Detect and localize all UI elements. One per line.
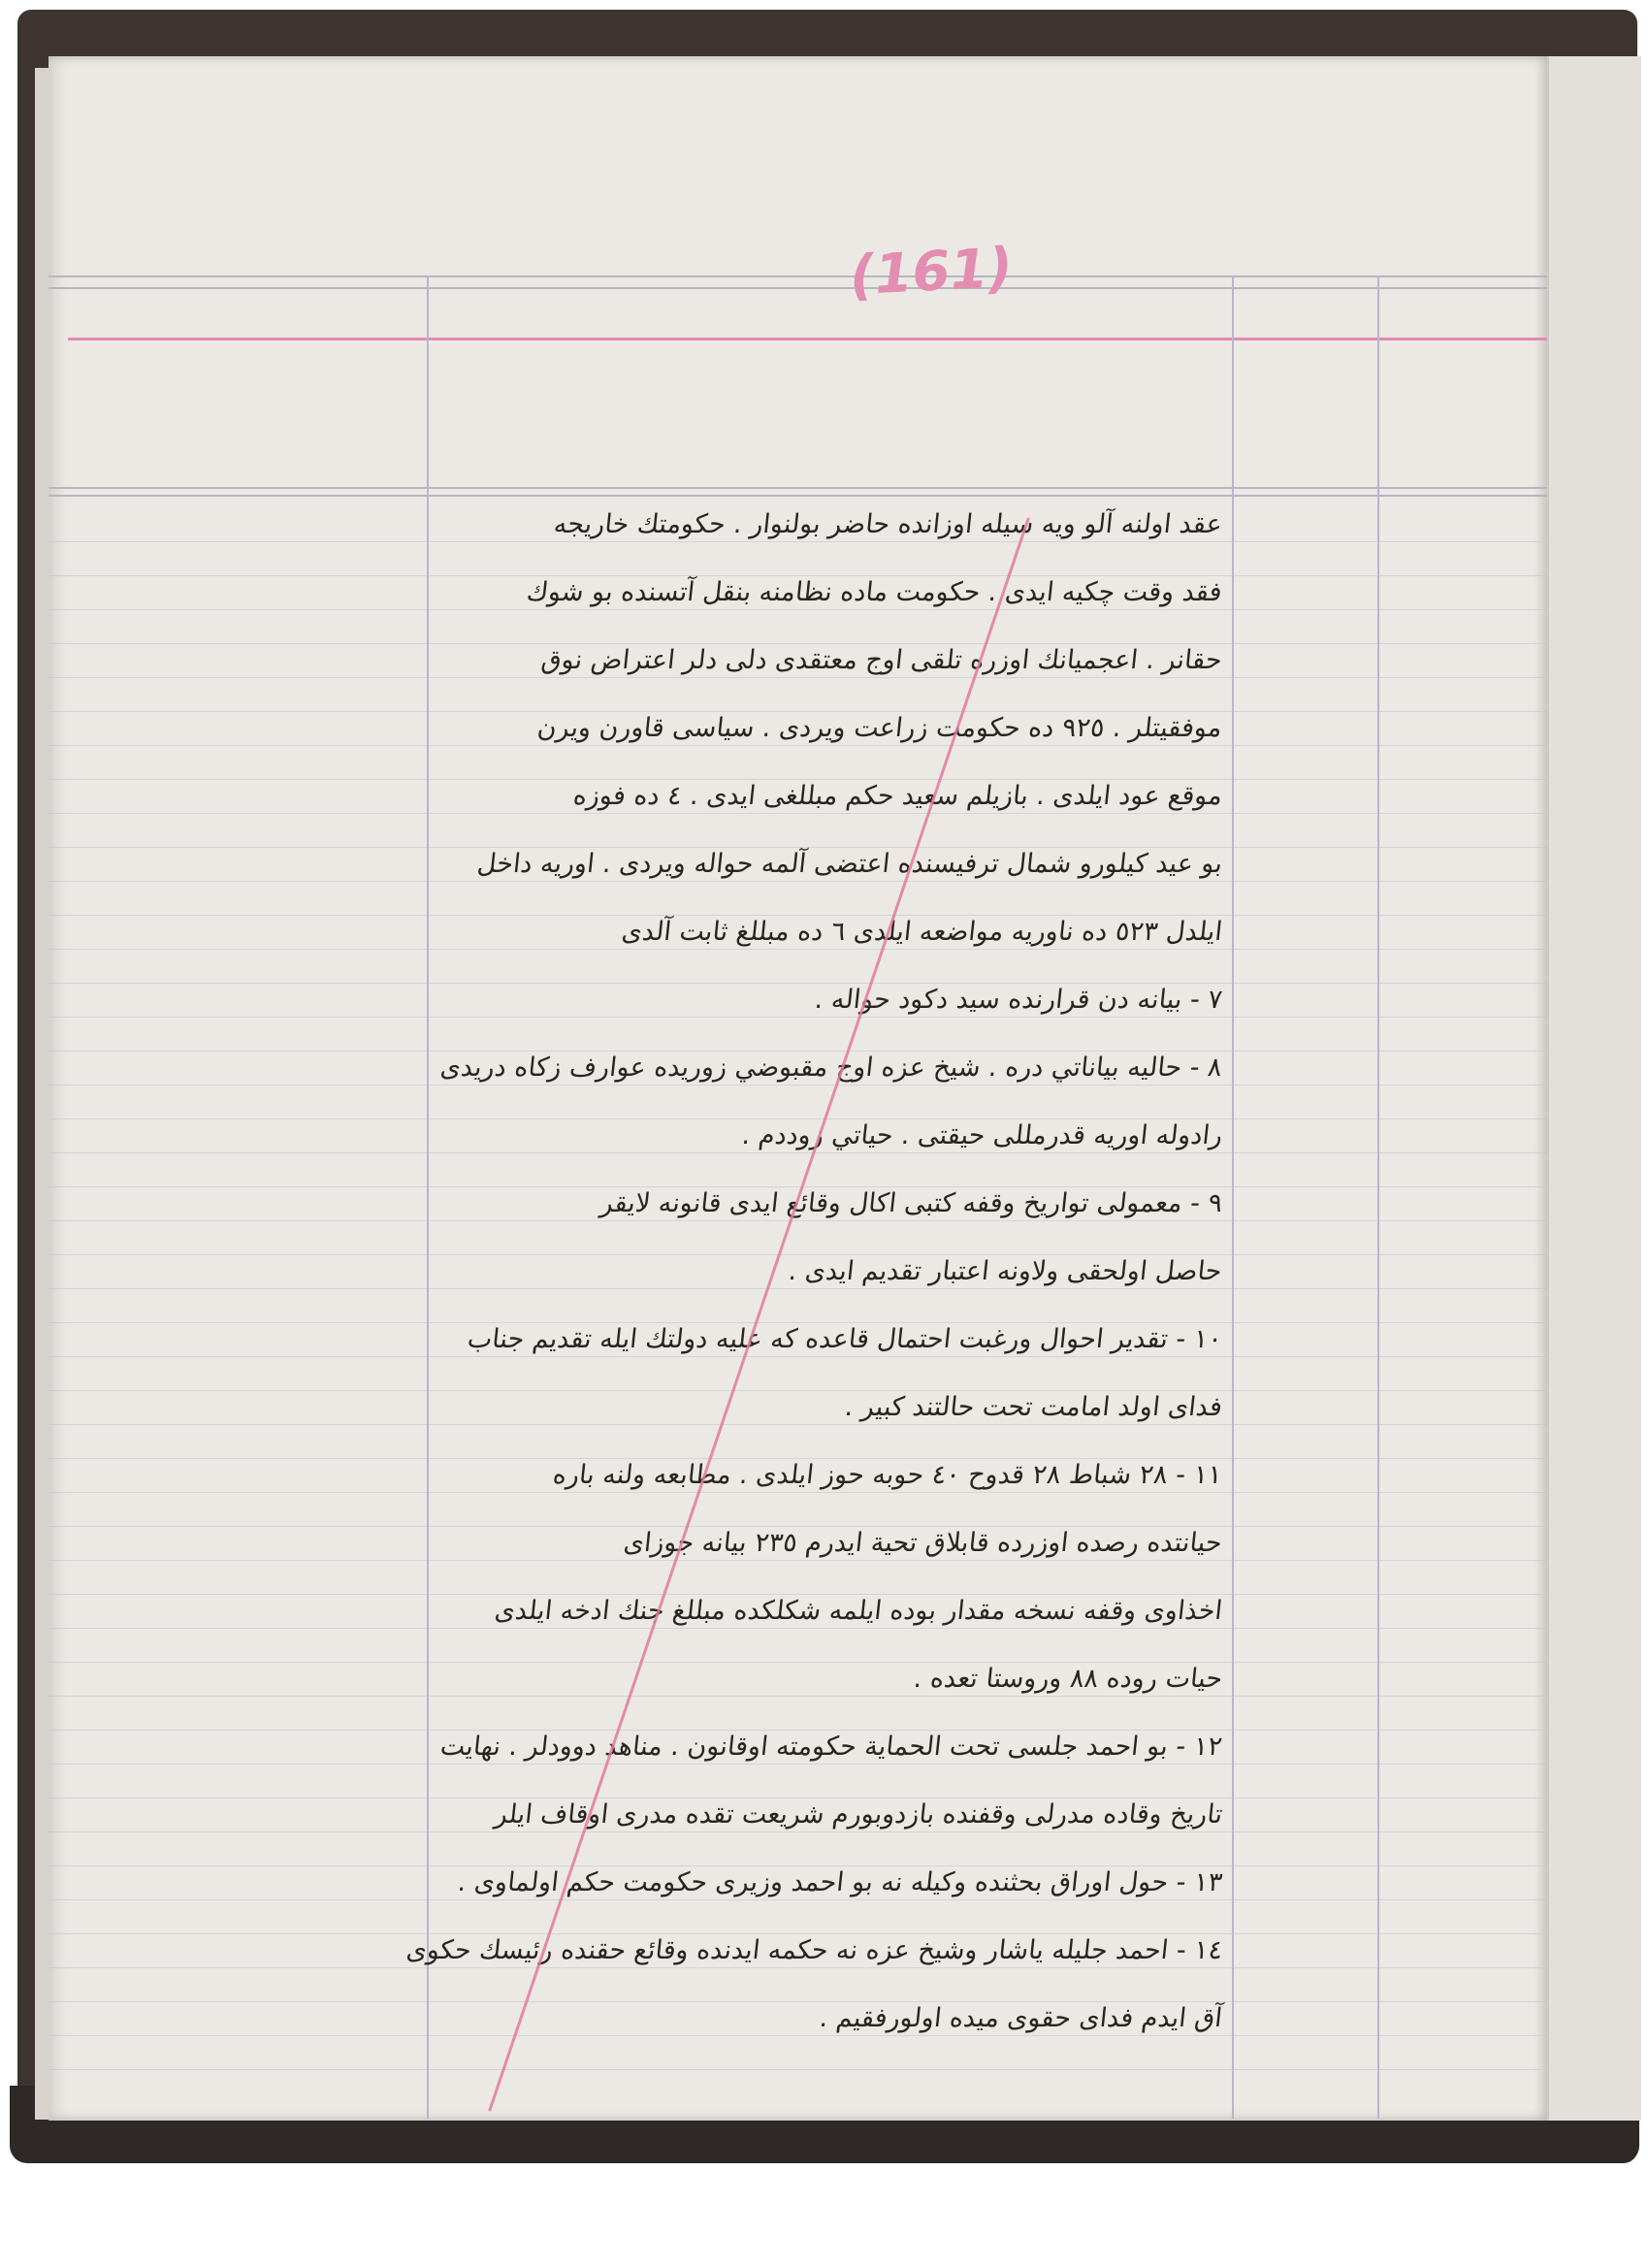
ruled-line	[48, 813, 1547, 814]
ruled-line	[48, 1764, 1547, 1765]
ruled-line	[48, 1730, 1547, 1731]
ruled-line	[48, 1152, 1547, 1153]
ruled-line	[48, 1696, 1547, 1697]
text-line: ١٤ - احمد جليله ياشار وشيخ عزه نه حكمه ايدنده وقائع حقنده رئيسك حكوى	[404, 1935, 1224, 1965]
left-column-line	[427, 275, 429, 2119]
text-line: ٨ - حاليه بياناتي دره . شيخ عزه اوج مقبوضي زوريده عوارف زكاه دريدى	[438, 1053, 1224, 1083]
ruled-line	[48, 847, 1547, 848]
ruled-line	[48, 575, 1547, 576]
ruled-line	[48, 1560, 1547, 1561]
text-line: فقد وقت چكيه ايدى . حكومت ماده نظامنه بنقل آتسنده بو شوك	[525, 577, 1224, 607]
text-line: ٩ - معمولى تواريخ وقفه كتبى اكال وقائع ايدى قانونه لايقر	[598, 1188, 1224, 1218]
ruled-line	[48, 1356, 1547, 1357]
ruled-line	[48, 1899, 1547, 1900]
text-line: ١١ - ٢٨ شباط ٢٨ قدوح ٤٠ حوبه حوز ايلدى . مطابعه ولنه باره	[551, 1460, 1224, 1490]
text-line: موقع عود ايلدى . بازيلم سعيد حكم مبللغى ايدى . ٤ ده فوزه	[571, 781, 1224, 811]
text-line: فداى اولد امامت تحت حالتند كبير .	[843, 1392, 1224, 1422]
ruled-line	[48, 915, 1547, 916]
ruled-line	[48, 1220, 1547, 1221]
ruled-line	[48, 1288, 1547, 1289]
ruled-line	[48, 1017, 1547, 1018]
ruled-line	[48, 881, 1547, 882]
ruled-line	[48, 609, 1547, 610]
ruled-line	[48, 745, 1547, 746]
ruled-line	[48, 1051, 1547, 1052]
ruled-line	[48, 1424, 1547, 1425]
ruled-line	[48, 677, 1547, 678]
ruled-line	[48, 949, 1547, 950]
text-line: آق ايدم فداى حقوى ميده اولورفقيم .	[818, 2003, 1224, 2033]
ruled-line	[48, 711, 1547, 712]
right-column-line	[1232, 275, 1234, 2119]
ruled-line	[48, 1254, 1547, 1255]
text-line: حيات روده ٨٨ وروستا تعده .	[912, 1664, 1224, 1694]
ruled-line	[48, 1526, 1547, 1527]
page-number: (161)	[848, 236, 1015, 308]
ruled-line	[48, 2069, 1547, 2070]
text-line: ٧ - بيانه دن قرارنده سيد دكود حواله .	[813, 985, 1224, 1015]
pink-header-line	[68, 338, 1547, 340]
ruled-line	[48, 1492, 1547, 1493]
text-line: موفقيتلر . ٩٢٥ ده حكومت زراعت ويردى . سياسى قاورن ويرن	[535, 713, 1224, 743]
ruled-line	[48, 983, 1547, 984]
ruled-line	[48, 2035, 1547, 2036]
ruled-line	[48, 1865, 1547, 1866]
ruled-line	[48, 1186, 1547, 1187]
ruled-line	[48, 1967, 1547, 1968]
ruled-line	[48, 1628, 1547, 1629]
ruled-line	[48, 1118, 1547, 1119]
text-line: حيانتده رصده اوزرده قابلاق تحية ايدرم ٢٣٥ بيانه جوزاى	[622, 1528, 1224, 1558]
ruled-line	[48, 1390, 1547, 1391]
ruled-line	[48, 1594, 1547, 1595]
ruled-line	[48, 643, 1547, 644]
text-line: ١٢ - بو احمد جلسى تحت الحماية حكومته اوقانون . مناهد دوودلر . نهايت	[438, 1732, 1224, 1762]
far-right-column-line	[1377, 275, 1379, 2119]
ruled-line	[48, 779, 1547, 780]
ruled-line	[48, 1933, 1547, 1934]
text-line: عقد اولنه آلو ويه سيله اوزانده حاضر بولنوار . حكومتك خاريجه	[552, 509, 1224, 539]
text-line: حقانر . اعجميانك اوزره تلقى اوج معتقدى دلى دلر اعتراض نوق	[539, 645, 1224, 675]
ruled-line	[48, 1662, 1547, 1663]
ruled-line	[48, 2001, 1547, 2002]
text-line: بو عيد كيلورو شمال ترفيسنده اعتضى آلمه حواله ويردى . اوريه داخل	[475, 849, 1224, 879]
text-line: ١٠ - تقدير احوال ورغبت احتمال قاعده كه عليه دولتك ايله تقديم جناب	[466, 1324, 1224, 1354]
ruled-line	[48, 1322, 1547, 1323]
ruled-line	[48, 1831, 1547, 1832]
text-line: اخذاوى وقفه نسخه مقدار بوده ايلمه شكلكده مبللغ جنك ادخه ايلدى	[493, 1596, 1224, 1626]
text-line: حاصل اولحقى ولاونه اعتبار تقديم ايدى .	[787, 1256, 1224, 1286]
text-line: ١٣ - حول اوراق بحثنده وكيله نه بو احمد وزيرى حكومت حكم اولماوى .	[456, 1867, 1224, 1897]
text-line: ايلدل ٥٢٣ ده ناوريه مواضعه ايلدى ٦ ده مبللغ ثابت آلدى	[620, 917, 1224, 947]
ruled-line	[48, 541, 1547, 542]
next-page-edge	[1547, 56, 1641, 2121]
text-line: تاريخ وقاده مدرلى وقفنده بازدوبورم شريعت تقده مدرى اوقاف ايلر	[493, 1799, 1224, 1830]
text-line: رادوله اوريه قدرمللى حيقتى . حياتي زوددم .	[740, 1120, 1224, 1150]
ruled-line	[48, 1458, 1547, 1459]
